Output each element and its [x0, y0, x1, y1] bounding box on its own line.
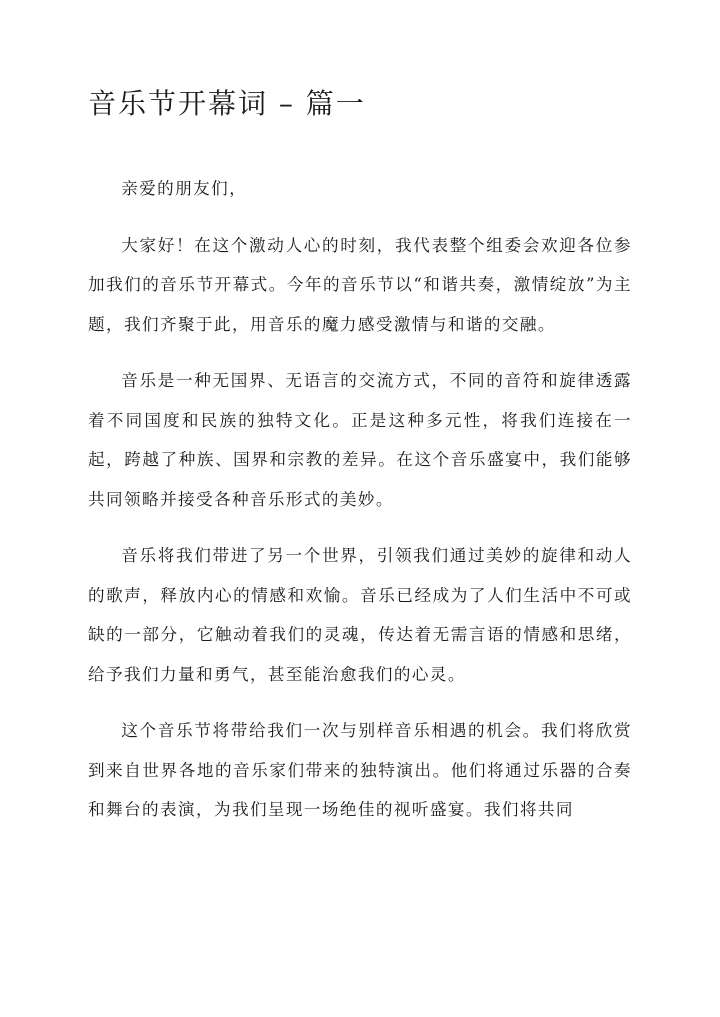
paragraph-festival: 这个音乐节将带给我们一次与别样音乐相遇的机会。我们将欣赏到来自世界各地的音乐家们带来的独特演出。他们将通过乐器的合奏和舞台的表演，为我们呈现一场绝佳的视听盛宴。我们将共同: [88, 721, 632, 819]
paragraph-music-world: 音乐将我们带进了另一个世界，引领我们通过美妙的旋律和动人的歌声，释放内心的情感和欢愉。音乐已经成为了人们生活中不可或缺的一部分，它触动着我们的灵魂，传达着无需言语的情感和思绪，给予我们力量和勇气，甚至能治愈我们的心灵。: [88, 546, 632, 684]
document-body: [88, 169, 632, 830]
paragraph-music-culture: 音乐是一种无国界、无语言的交流方式，不同的音符和旋律透露着不同国度和民族的独特文化。正是这种多元性，将我们连接在一起，跨越了种族、国界和宗教的差异。在这个音乐盛宴中，我们能够共同领略并接受各种音乐形式的美妙。: [88, 371, 632, 509]
paragraph-welcome: 大家好！在这个激动人心的时刻，我代表整个组委会欢迎各位参加我们的音乐节开幕式。今年的音乐节以“和谐共奏，激情绽放”为主题，我们齐聚于此，用音乐的魔力感受激情与和谐的交融。: [88, 235, 632, 334]
paragraph-greeting: 亲爱的朋友们，: [121, 179, 248, 198]
page-title: 音乐节开幕词 – 篇一: [88, 87, 366, 120]
